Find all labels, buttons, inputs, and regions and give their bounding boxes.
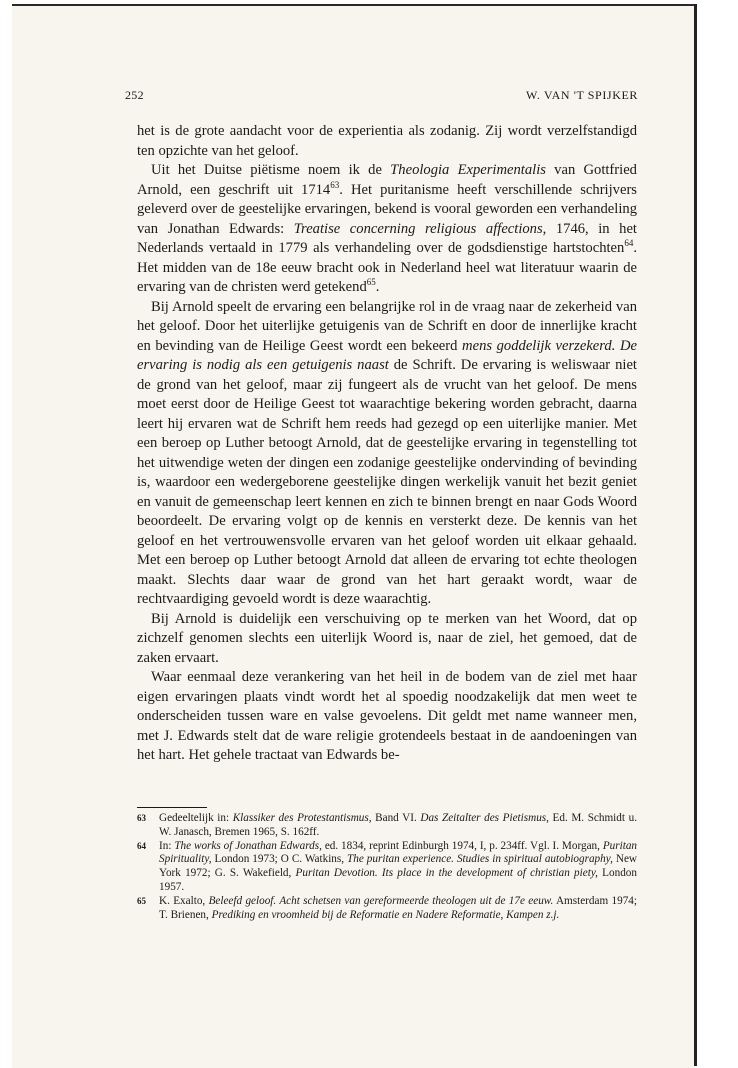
footnote-64: [137, 840, 637, 895]
footnote-number: 65: [137, 895, 146, 906]
fn64-text-1: In:: [159, 839, 175, 852]
fn64-text-3: London 1973; O C. Watkins,: [211, 853, 348, 866]
running-header: [125, 88, 638, 108]
footnote-63: [137, 812, 637, 840]
fn63-text-1: Gedeeltelijk in:: [159, 812, 233, 824]
p3-text-1: Bij Arnold speelt de ervaring een belangrijke rol in de vraag naar de zekerheid van het geloof. Door het uiterlijke getuigenis van de Schrift en door de innerlijke kracht en bevinding van de Heilige Geest wordt een bekeerd: [137, 298, 637, 354]
fn63-italic-1: Klassiker des Protestantismus,: [232, 812, 372, 824]
page-number: 252: [125, 88, 144, 102]
footnote-rule: [137, 807, 207, 808]
body-text: [137, 122, 637, 766]
footnote-ref-63: 63: [330, 179, 340, 190]
fn64-text-2: ed. 1834, reprint Edinburgh 1974, I, p. 234ff. Vgl. I. Morgan,: [321, 839, 603, 852]
fn64-italic-3: The puritan experience. Studies in spiritual autobiography,: [347, 853, 613, 866]
p2-title-theologia: Theologia Experimentalis: [390, 162, 546, 178]
footnotes: [137, 812, 637, 922]
paragraph-1: het is de grote aandacht voor de experientia als zodanig. Zij wordt verzelfstandigd ten opzichte van het geloof.: [137, 123, 637, 159]
p2-text-6: .: [375, 279, 380, 295]
fn63-italic-2: Das Zeitalter des Pietismus,: [420, 812, 549, 824]
fn63-text-3: Ed. M. Schmidt u. W. Janasch, Bremen 1965, S. 162ff.: [159, 812, 637, 838]
paragraph-2: [137, 161, 637, 298]
paragraph-4: Bij Arnold is duidelijk een verschuiving op te merken van het Woord, dat op zichzelf genomen slechts een uiterlijk Woord is, naar de ziel, het gemoed, dat de zaken ervaart.: [137, 610, 637, 666]
p2-text-5: . Het midden van de 18e eeuw bracht ook in Nederland heel wat literatuur waarin de ervaring van de christen werd getekend: [137, 240, 637, 295]
p3-text-2: de Schrift. De ervaring is weliswaar niet de grond van het geloof, maar zij fungeert als de vrucht van het geloof. De mens moet eerst door de Heilige Geest tot waarachtige bekering worden gebracht, daarna leert hij ervaren wat de Schrift hem reeds had gezegd op een uiterlijke manier. Met een beroep op Luther betoogt Arnold, dat de geestelijke ervaring in tegenstelling tot het uitwendige weten der dingen een zodanige geestelijke ondervinding of bevinding is, waardoor een wedergeborene geestelijke dingen werkelijk vanuit het bezit geniet en vanuit de gemeenschap leert kennen en zich te binnen brengt en naar Gods Woord beoordeelt. De ervaring volgt op de kennis en versterkt deze. De kennis van het geloof en het vertrouwensvolle ervaren van het geloof worden uit elkaar gehaald. Met een beroep op Luther betoogt Arnold dat alleen de ervaring tot echte theologen maakt. Slechts daar waar de grond van het hart geraakt wordt, waar de rechtvaardiging gevoeld wordt is deze waarachtig.: [137, 357, 637, 607]
paragraph-3: [137, 298, 637, 610]
footnote-65: [137, 895, 637, 923]
p2-text-2: van Gottfried Arnold, een geschrift uit 1714: [137, 162, 637, 198]
fn65-italic-1: Beleefd geloof. Acht schetsen van gereformeerde theologen uit de 17e eeuw.: [208, 894, 554, 907]
fn64-italic-2: Puritan Spirituality,: [159, 839, 638, 866]
fn64-italic-4: Puritan Devotion. Its place in the development of christian piety,: [295, 867, 598, 880]
paragraph-5: Waar eenmaal deze verankering van het heil in de bodem van de ziel met haar eigen ervaringen plaats vindt wordt het al spoedig noodzakelijk dat men weet te onderscheiden tussen ware en valse gevoelens. Dit geldt met name wanneer men, met J. Edwards stelt dat de ware religie grotendeels bestaat in de aandoeningen van het hart. Het gehele tractaat van Edwards be-: [137, 669, 637, 763]
footnote-number: 64: [137, 840, 146, 851]
running-author: W. VAN 'T SPIJKER: [526, 88, 638, 102]
fn65-text-1: K. Exalto,: [159, 894, 209, 907]
fn65-italic-2: Prediking en vroomheid bij de Reformatie en Nadere Reformatie, Kampen z.j.: [211, 908, 560, 921]
p2-title-treatise: Treatise concerning religious affections: [293, 220, 543, 237]
fn64-italic-1: The works of Jonathan Edwards,: [174, 839, 322, 852]
p2-text-3: . Het puritanisme heeft verschillende schrijvers geleverd over de geestelijke ervaringen, bekend is vooral geworden een verhandeling van Jonathan Edwards:: [137, 181, 637, 237]
fn64-text-4: New York 1972; G. S. Wakefield,: [159, 853, 637, 880]
fn64-text-5: London 1957.: [159, 867, 637, 893]
footnote-number: 63: [137, 813, 146, 823]
fn63-text-2: Band VI.: [371, 812, 421, 824]
fn65-text-2: Amsterdam 1974; T. Brienen,: [159, 894, 637, 921]
p2-text-1: Uit het Duitse piëtisme noem ik de: [151, 162, 391, 178]
p3-italic: mens goddelijk verzekerd. De ervaring is nodig als een getuigenis naast: [137, 337, 637, 373]
p2-text-4: , 1746, in het Nederlands vertaald in 1779 als verhandeling over de godsdienstige hartstochten: [137, 220, 637, 256]
footnote-ref-64: 64: [624, 238, 634, 249]
footnote-ref-65: 65: [366, 277, 376, 288]
scan-edge-right: [694, 4, 697, 1066]
